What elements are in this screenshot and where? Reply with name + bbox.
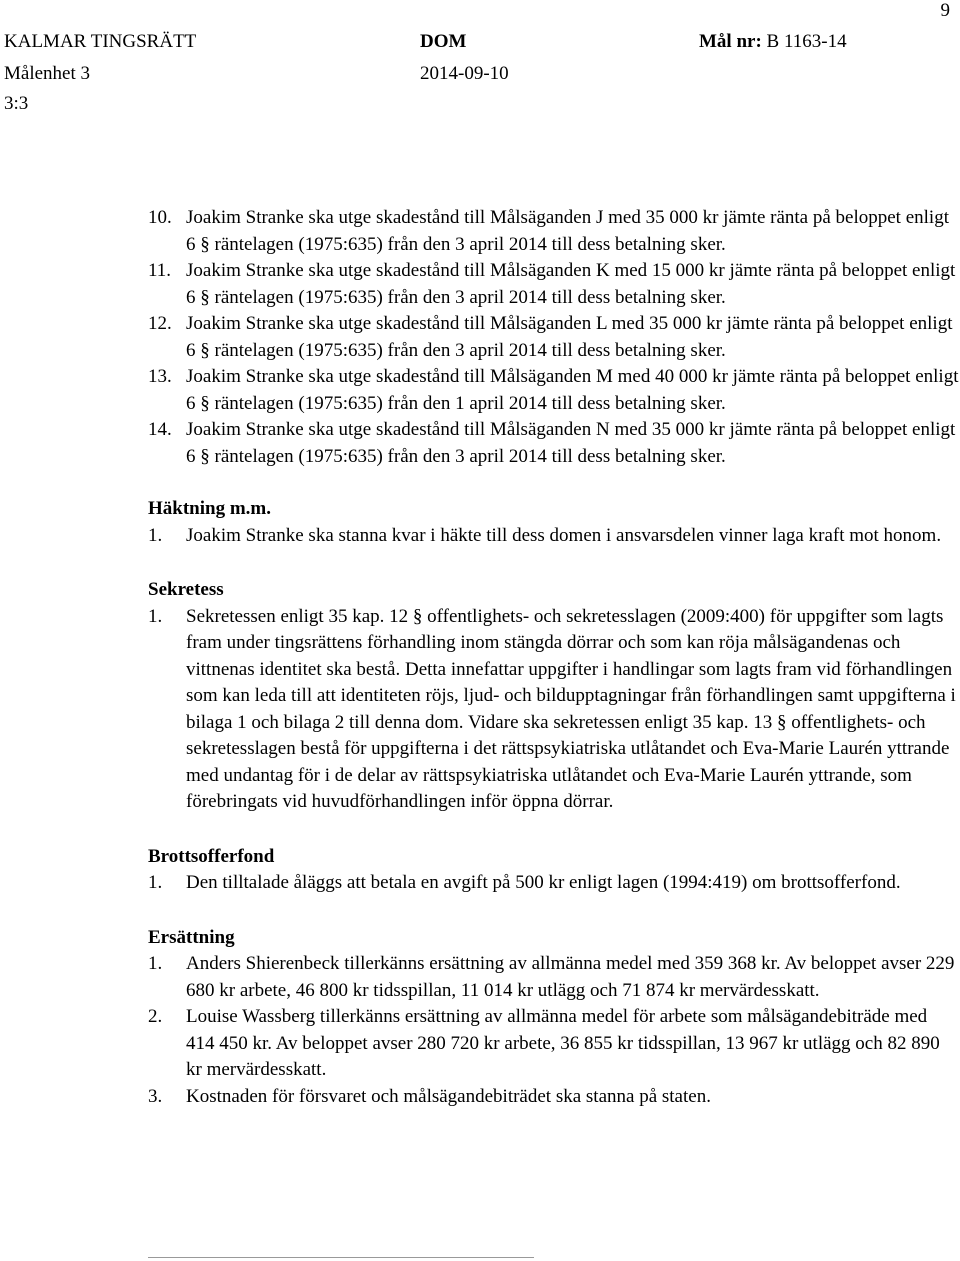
section-title-detention: Häktning m.m. [148,498,271,519]
page-number: 9 [940,0,950,21]
item-text: Joakim Stranke ska utge skadestånd till Målsäganden J med 35 000 kr jämte ränta på beloppet enligt 6 § räntelagen (1975:635) från den 3 april 2014 till dess betalning sker. [186,207,949,255]
item-number: 1. [148,605,163,627]
list-item [148,417,960,470]
court-unit: Målenhet 3 [4,63,91,84]
document-date: 2014-09-10 [420,63,509,84]
section-title-victim-fund: Brottsofferfond [148,845,275,867]
compensation-list [148,951,960,1110]
list-item [148,604,960,816]
court-name: KALMAR TINGSRÄTT [4,31,197,52]
case-number-block [699,29,847,55]
item-text: Sekretessen enligt 35 kap. 12 § offentlighets- och sekretesslagen (2009:400) för uppgifter som lagts fram under tingsrättens förhandling inom stängda dörrar och som kan röja målsägandenas och vittnenas identitet ska bestå. Detta innefattar uppgifter i handlingar som lagts fram vid förhandlingen som kan leda till att identiteten röjs, ljud- och bildupptagningar från förhandlingen samt uppgifterna i bilaga 1 och bilaga 2 till denna dom. Vidare ska sekretessen enligt 35 kap. 13 § offentlighets- och sekretesslagen bestå för uppgifterna i det rättspsykiatriska utlåtandet och Eva-Marie Laurén yttrande med undantag för i de delar av rättspsykiatriska utlåtandet och Eva-Marie Laurén yttrande, som förebringats vid huvudförhandlingen inför öppna dörrar. [186,605,956,812]
case-number-label: Mål nr: [699,31,762,52]
damages-list [148,205,960,470]
list-item [148,870,960,897]
document-type: DOM [420,31,467,52]
footnote-divider [148,1257,534,1258]
item-number: 14. [148,419,172,440]
list-item [148,951,960,1004]
list-item [148,364,960,417]
item-text: Den tilltalade åläggs att betala en avgift på 500 kr enligt lagen (1994:419) om brottsofferfond. [186,872,901,893]
item-text: Joakim Stranke ska utge skadestånd till Målsäganden N med 35 000 kr jämte ränta på beloppet enligt 6 § räntelagen (1975:635) från den 3 april 2014 till dess betalning sker. [186,419,956,467]
section-title-secrecy: Sekretess [148,579,224,600]
item-number: 12. [148,313,172,334]
item-text: Anders Shierenbeck tillerkänns ersättning av allmänna medel med 359 368 kr. Av beloppet avser 229 680 kr arbete, 46 800 kr tidsspillan, 11 014 kr utlägg och 71 874 kr mervärdesskatt. [186,953,955,1001]
item-number: 11. [148,260,172,281]
list-item [148,258,960,311]
list-item [148,311,960,364]
item-number: 1. [148,872,163,893]
item-number: 13. [148,366,172,387]
document-body [148,205,960,1110]
list-item [148,205,960,258]
item-text: Louise Wassberg tillerkänns ersättning av allmänna medel för arbete som målsägandebiträde med 414 450 kr. Av beloppet avser 280 720 kr arbete, 36 855 kr tidsspillan, 13 967 kr utlägg och 82 890 kr mervärdesskatt. [186,1006,940,1080]
item-number: 3. [148,1085,163,1107]
case-number: B 1163-14 [766,31,847,52]
victim-fund-list [148,870,960,897]
item-number: 1. [148,524,163,546]
list-item [148,1004,960,1084]
item-number: 2. [148,1006,163,1027]
item-number: 10. [148,207,172,228]
section-title-compensation: Ersättning [148,926,235,948]
secrecy-list [148,604,960,816]
item-text: Kostnaden för försvaret och målsägandebiträdet ska stanna på staten. [186,1085,711,1107]
list-item [148,1084,960,1111]
item-text: Joakim Stranke ska utge skadestånd till Målsäganden K med 15 000 kr jämte ränta på beloppet enligt 6 § räntelagen (1975:635) från den 3 april 2014 till dess betalning sker. [186,260,956,308]
page-count: 3:3 [4,93,29,114]
detention-list [148,523,960,550]
item-text: Joakim Stranke ska utge skadestånd till Målsäganden M med 40 000 kr jämte ränta på beloppet enligt 6 § räntelagen (1975:635) från den 1 april 2014 till dess betalning sker. [186,366,959,414]
item-text: Joakim Stranke ska utge skadestånd till Målsäganden L med 35 000 kr jämte ränta på beloppet enligt 6 § räntelagen (1975:635) från den 3 april 2014 till dess betalning sker. [186,313,953,361]
item-number: 1. [148,953,163,974]
item-text: Joakim Stranke ska stanna kvar i häkte till dess domen i ansvarsdelen vinner laga kraft mot honom. [186,524,942,546]
list-item [148,523,960,550]
